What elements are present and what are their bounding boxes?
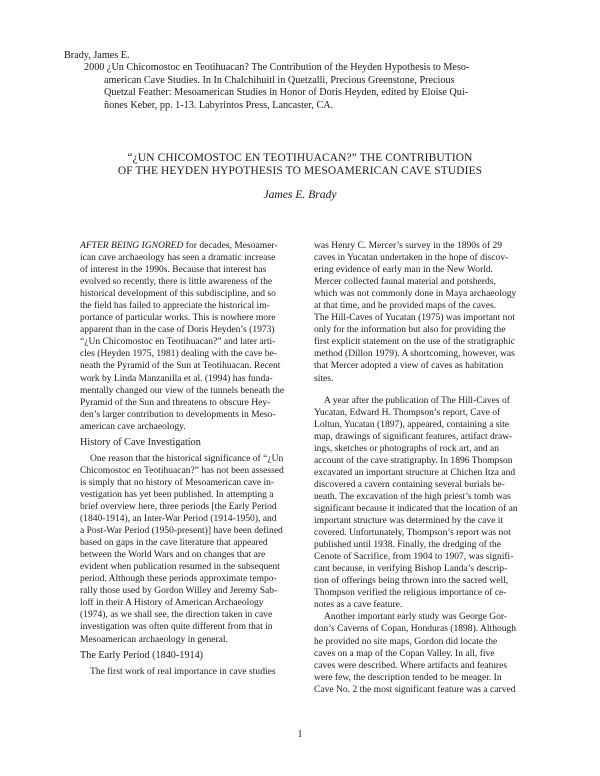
paragraph-line: caves were described. Where artifacts and features — [314, 659, 508, 671]
left-column — [80, 240, 312, 678]
paragraph-line: rally those used by Gordon Willey and Jeremy Sab- — [80, 585, 278, 597]
paragraph-line: work by Linda Manzanilla et al. (1994) has funda- — [80, 372, 273, 384]
paragraph-gap — [314, 385, 546, 395]
paragraph-line: only for the information but also for providing the — [314, 324, 506, 336]
paragraph — [314, 240, 546, 385]
paragraph-line: account of the cave stratigraphy. In 1896 Thompson — [314, 454, 513, 466]
paragraph-line: Another important early study was George Gor- — [324, 611, 508, 623]
citation-line: american Cave Studies. In In Chalchihuitl in Quetzalli, Precious Greenstone, Precious — [104, 74, 455, 86]
paragraph-line: Thompson verified the religious importance of ce- — [314, 587, 507, 599]
paragraph-line: he provided no site maps, Gordon did locate the — [314, 635, 498, 647]
paragraph-line: Mercer collected faunal material and potsherds, — [314, 276, 496, 288]
paragraph-line: Cenote of Sacrifice, from 1904 to 1907, was signifi- — [314, 551, 514, 563]
paragraph-line: discovered a cavern containing several burials be- — [314, 478, 505, 490]
paragraph-line: ings, sketches or photographs of rock art, and an — [314, 442, 500, 454]
article-title — [40, 152, 560, 178]
paragraph-line: notes as a cave feature. — [314, 599, 403, 611]
paragraph-line: Loltun, Yucatan (1897), appeared, containing a site — [314, 418, 510, 430]
section-heading: The Early Period (1840-1914) — [80, 649, 204, 661]
paragraph-line: Mesoamerican archaeology in general. — [80, 633, 228, 645]
paragraph-line: method (Dillon 1979). A shortcoming, however, was — [314, 348, 515, 360]
paragraph-line: excavated an important structure at Chichen Itza and — [314, 466, 516, 478]
paragraph-line: caves on a map of the Copan Valley. In all, five — [314, 647, 495, 659]
citation-line: 2000 ¿Un Chicomostoc en Teotihuacan? The Contribution of the Heyden Hypothesis to Meso- — [84, 62, 470, 74]
paragraph-line: cles (Heyden 1975, 1981) dealing with the cave be- — [80, 348, 277, 360]
paragraph — [80, 252, 312, 433]
article-title-line: “¿UN CHICOMOSTOC EN TEOTIHUACAN?” THE CONTRIBUTION — [127, 152, 473, 164]
paragraph-line: den’s larger contribution to developments in Meso- — [80, 408, 276, 420]
paragraph-line: Yucatan, Edward H. Thompson’s report, Cave of — [314, 406, 501, 418]
paragraph-line: (1974), as we shall see, the direction taken in cave — [80, 609, 273, 621]
paragraph-line: american cave archaeology. — [80, 420, 186, 432]
paragraph-line: ering evidence of early man in the New World. — [314, 264, 494, 276]
paragraph-line: (1840-1914), an Inter-War Period (1914-1950), and — [80, 513, 277, 525]
paragraph-line: significant because it indicated that the location of an — [314, 502, 518, 514]
paragraph-line: investigation was often quite different from that in — [80, 621, 273, 633]
paragraph-line: Cave No. 2 the most significant feature was a carved — [314, 683, 516, 695]
paragraph-line: was Henry C. Mercer’s survey in the 1890s of 29 — [314, 240, 503, 251]
lead-caps: AFTER BEING IGNORED — [80, 240, 184, 251]
paragraph-line: based on gaps in the cave literature that appeared — [80, 537, 268, 549]
paragraph-line: caves in Yucatan undertaken in the hope of discov- — [314, 252, 509, 264]
article-author: James E. Brady — [263, 188, 337, 201]
paragraph-line: The first work of real importance in cave studies — [90, 665, 276, 677]
article-title-line: OF THE HEYDEN HYPOTHESIS TO MESOAMERICAN CAVE STUDIES — [117, 165, 483, 178]
paragraph-line: “¿Un Chicomostoc en Teotihuacan?” and later arti- — [80, 336, 276, 348]
paragraph-line: brief overview here, three periods [the Early Period — [80, 500, 277, 512]
paragraph-line: mentally changed our view of the tunnels beneath the — [80, 384, 285, 396]
paragraph-line: neath. The excavation of the high priest’s tomb was — [314, 490, 511, 502]
paragraph-line: of interest in the 1990s. Because that interest has — [80, 264, 267, 276]
citation-line: ñones Keber, pp. 1-13. Labyrintos Press, Lancaster, CA. — [104, 99, 334, 111]
paragraph-line: cant because, in verifying Bishop Landa’s descrip- — [314, 563, 508, 575]
paragraph-line: Chicomostoc en Teotihuacan?” has not been assessed — [80, 464, 284, 476]
paragraph-line: A year after the publication of The Hill-Caves of — [324, 394, 510, 406]
paragraph-line: Pyramid of the Sun and threatens to obscure Hey- — [80, 396, 271, 408]
paragraph-line: evident when publication resumed in the subsequent — [80, 561, 280, 573]
paragraph-line: published until 1938. Finally, the dredging of the — [314, 539, 501, 551]
page-number: 1 — [297, 729, 303, 740]
paragraph-line: important structure was determined by the cave it — [314, 515, 504, 527]
paragraph-line: apparent than in the case of Doris Heyden’s (1973) — [80, 324, 275, 336]
paragraph-line: were few, the description tended to be meager. In — [314, 671, 502, 683]
paragraph-line: between the World Wars and on changes that are — [80, 549, 266, 561]
paragraph-line: historical development of this subdiscipline, and so — [80, 288, 276, 300]
paragraph-line: sites. — [314, 372, 334, 384]
paragraph — [80, 666, 312, 678]
lead-rest: for decades, Mesoamer- — [183, 240, 278, 251]
paragraph-line: at that time, and he provided maps of the caves. — [314, 300, 497, 312]
paragraph-line: covered. Unfortunately, Thompson’s report was not — [314, 527, 511, 539]
paragraph-line: tion of offerings being thrown into the sacred well, — [314, 575, 509, 587]
paragraph-line: is simply that no history of Mesoamerican cave in- — [80, 476, 275, 488]
paragraph — [314, 395, 546, 612]
section-heading: History of Cave Investigation — [80, 436, 201, 448]
paragraph-line: portance of particular works. This is nowhere more — [80, 312, 276, 324]
paragraph-line: that Mercer adopted a view of caves as habitation — [314, 360, 504, 372]
paragraph — [80, 453, 312, 646]
citation-block — [64, 50, 546, 112]
citation-author: Brady, James E. — [64, 50, 130, 61]
citation-line: Quetzal Feather: Mesoamerican Studies in Honor of Doris Heyden, edited by Eloise Qui- — [104, 87, 469, 99]
paragraph-line: a Post-War Period (1950-present)] have been defined — [80, 525, 283, 537]
paragraph-line: neath the Pyramid of the Sun at Teotihuacan. Recent — [80, 360, 281, 372]
paragraph-line: vestigation has yet been published. In attempting a — [80, 488, 274, 500]
right-column — [314, 240, 546, 696]
paragraph-line: the field has failed to appreciate the historical im- — [80, 300, 270, 312]
paragraph-line: One reason that the historical significance of “¿Un — [90, 452, 284, 464]
paragraph-line: map, drawings of significant features, artifact draw- — [314, 430, 513, 442]
paragraph-line: loff in their A History of American Archaeology — [80, 597, 264, 609]
paragraph-line: don’s Caverns of Copan, Honduras (1898). Although — [314, 623, 517, 635]
paragraph-line: period. Although these periods approximate tempo- — [80, 573, 277, 585]
paragraph — [314, 611, 546, 695]
paragraph-line: first explicit statement on the use of the stratigraphic — [314, 336, 515, 348]
paragraph-line: ican cave archaeology has seen a dramatic increase — [80, 252, 276, 264]
paragraph-line: evolved so recently, there is little awareness of the — [80, 276, 273, 288]
paragraph-line: The Hill-Caves of Yucatan (1975) was important not — [314, 312, 515, 324]
paragraph-line: which was not commonly done in Maya archaeology — [314, 288, 517, 300]
paragraph-line — [80, 240, 312, 252]
